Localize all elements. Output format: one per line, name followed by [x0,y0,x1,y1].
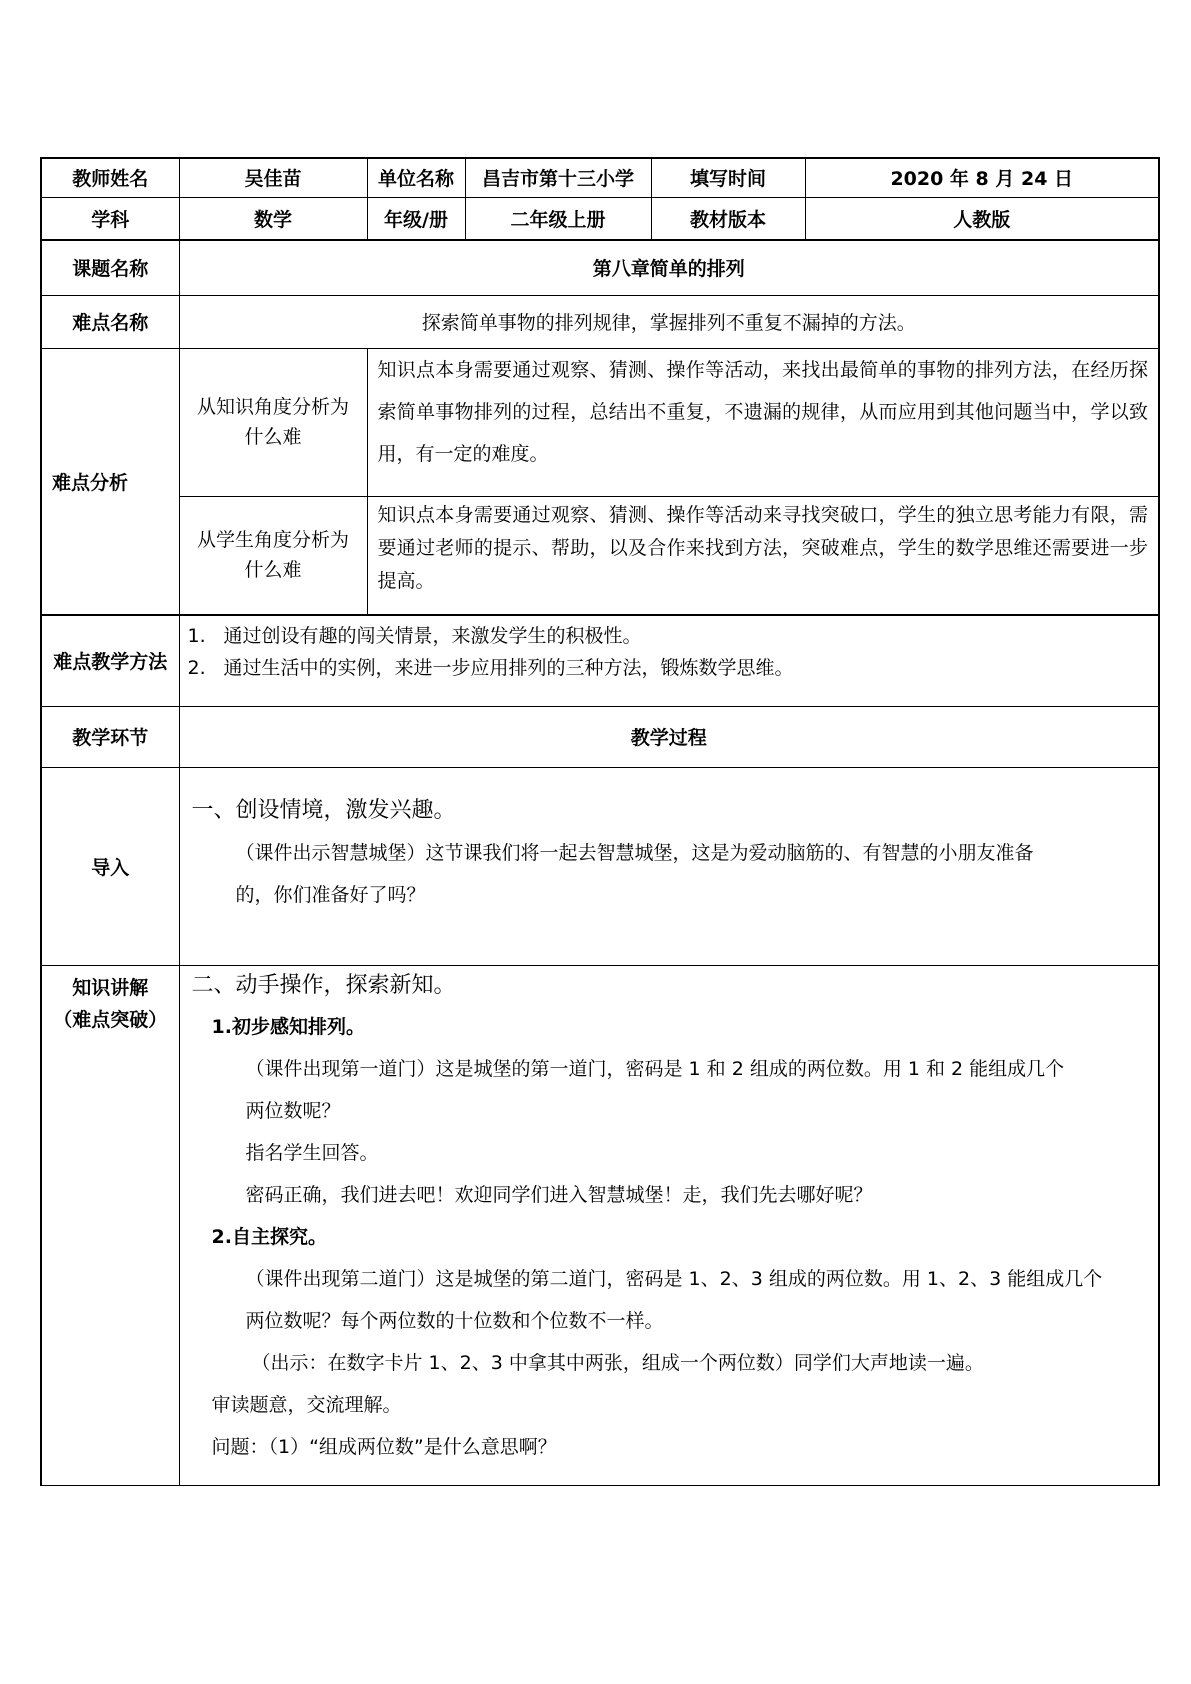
edition-value: 人教版 [805,197,1159,240]
topic-label: 课题名称 [41,240,179,295]
knowledge-sub1: 1.初步感知排列。 [211,1015,365,1038]
unit-name-value: 昌吉市第十三小学 [465,158,651,197]
intro-text-line1: （课件出示智慧城堡）这节课我们将一起去智慧城堡，这是为爱动脑筋的、有智慧的小朋友准备 [235,841,1034,864]
lesson-plan-table [40,157,1160,1486]
teacher-name-value: 吴佳苗 [179,158,367,197]
analysis-label: 难点分析 [41,348,179,615]
student-angle-text: 知识点本身需要通过观察、猜测、操作等活动来寻找突破口，学生的独立思考能力有限，需要通过老师的提示、帮助，以及合作来找到方法，突破难点，学生的数学思维还需要进一步提高。 [367,496,1159,615]
intro-text-line2: 的，你们准备好了吗？ [235,883,426,906]
methods-list [179,615,1159,706]
teaching-stage-label: 教学环节 [41,706,179,767]
knowledge-p5: （出示：在数字卡片 1、2、3 中拿其中两张，组成一个两位数）同学们大声地读一遍。 [251,1351,984,1374]
intro-label: 导入 [41,767,179,965]
intro-content [179,767,1159,965]
knowledge-p6: 审读题意，交流理解。 [211,1393,402,1416]
lesson-plan-sheet [40,157,1158,1524]
knowledge-content [179,965,1159,1485]
knowledge-label-line1: 知识讲解 [72,976,149,999]
grade-label: 年级/册 [367,197,465,240]
knowledge-sub2: 2.自主探究。 [211,1225,327,1248]
fill-date-label: 填写时间 [651,158,805,197]
method-item [188,620,1151,652]
method-number: 1. [187,625,206,647]
difficulty-label: 难点名称 [41,295,179,348]
knowledge-heading: 二、动手操作，探索新知。 [191,972,456,998]
intro-heading: 一、创设情境，激发兴趣。 [191,797,456,823]
method-number: 2. [187,657,206,679]
knowledge-section-label [41,965,179,1485]
knowledge-angle-label: 从知识角度分析为什么难 [179,348,367,496]
knowledge-p2: 指名学生回答。 [245,1141,379,1164]
knowledge-p3: 密码正确，我们进去吧！欢迎同学们进入智慧城堡！走，我们先去哪好呢？ [245,1183,873,1206]
difficulty-value: 探索简单事物的排列规律，掌握排列不重复不漏掉的方法。 [179,295,1159,348]
knowledge-label-line2: （难点突破） [53,1008,168,1031]
knowledge-p1-line1: （课件出现第一道门）这是城堡的第一道门，密码是 1 和 2 组成的两位数。用 1 和 2 能组成几个 [245,1057,1065,1080]
student-angle-label: 从学生角度分析为什么难 [179,496,367,615]
knowledge-p4-line1: （课件出现第二道门）这是城堡的第二道门，密码是 1、2、3 组成的两位数。用 1、2、3 能组成几个 [245,1267,1103,1290]
method-text: 通过创设有趣的闯关情景，来激发学生的积极性。 [223,625,642,647]
methods-label: 难点教学方法 [41,615,179,706]
teacher-name-label: 教师姓名 [41,158,179,197]
knowledge-p7: 问题：（1）“组成两位数”是什么意思啊？ [211,1435,557,1458]
grade-value: 二年级上册 [465,197,651,240]
method-text: 通过生活中的实例，来进一步应用排列的三种方法，锻炼数学思维。 [223,657,794,679]
knowledge-p4-line2: 两位数呢？每个两位数的十位数和个位数不一样。 [245,1309,664,1332]
knowledge-p1-line2: 两位数呢？ [245,1099,341,1122]
subject-label: 学科 [41,197,179,240]
unit-name-label: 单位名称 [367,158,465,197]
method-item [188,652,1151,684]
fill-date-value: 2020 年 8 月 24 日 [805,158,1159,197]
topic-value: 第八章简单的排列 [179,240,1159,295]
knowledge-angle-text: 知识点本身需要通过观察、猜测、操作等活动，来找出最简单的事物的排列方法，在经历探索简单事物排列的过程，总结出不重复，不遗漏的规律，从而应用到其他问题当中，学以致用，有一定的难度。 [367,348,1159,496]
subject-value: 数学 [179,197,367,240]
teaching-process-label: 教学过程 [179,706,1159,767]
edition-label: 教材版本 [651,197,805,240]
